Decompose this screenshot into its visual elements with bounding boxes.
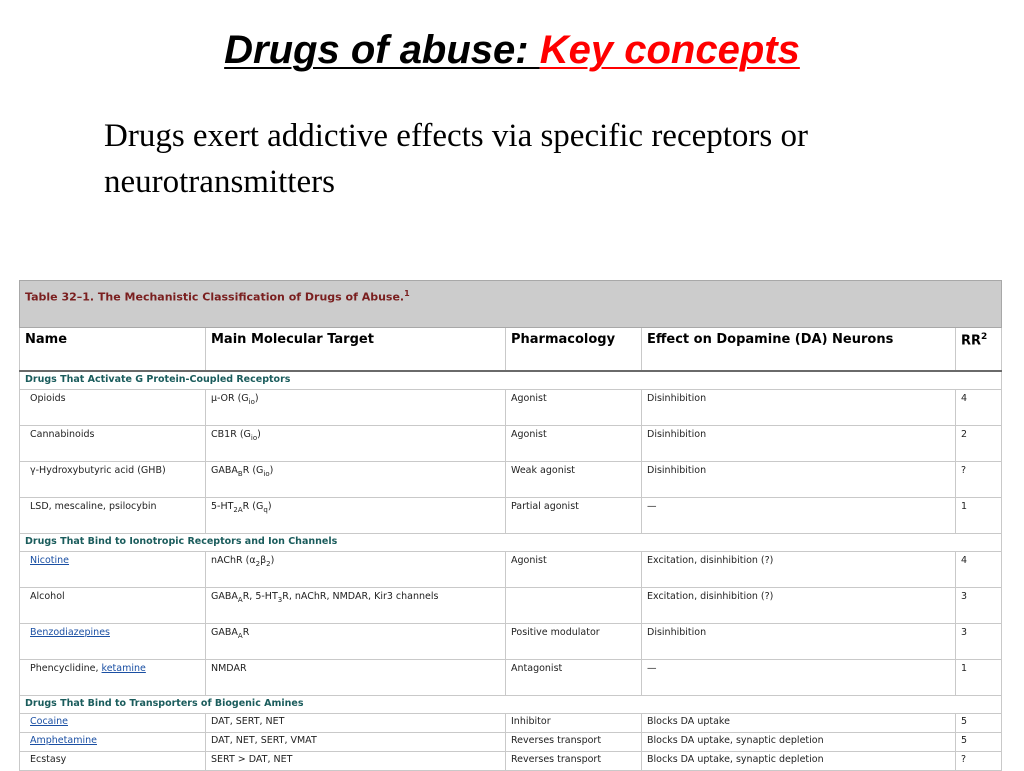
cell-name[interactable] (20, 714, 206, 733)
table-row (20, 462, 1002, 498)
cell-rr: 5 (956, 714, 1002, 733)
drug-link[interactable]: Benzodiazepines (30, 627, 110, 638)
group-title: Drugs That Bind to Ionotropic Receptors and Ion Channels (20, 534, 1002, 552)
cell-target: $GABA_AR$ (206, 624, 506, 660)
cell-effect: Disinhibition (642, 462, 956, 498)
cell-effect: — (642, 498, 956, 534)
cell-rr: 1 (956, 498, 1002, 534)
table-row (20, 498, 1002, 534)
title-part-1: Drugs of abuse: (224, 28, 540, 72)
table-row (20, 588, 1002, 624)
slide-title (0, 26, 1024, 74)
table-row (20, 660, 1002, 696)
drug-name: Ecstasy (30, 754, 67, 765)
cell-rr: ? (956, 462, 1002, 498)
group-title: Drugs That Bind to Transporters of Biogenic Amines (20, 696, 1002, 714)
cell-rr: 4 (956, 552, 1002, 588)
table-row (20, 714, 1002, 733)
cell-rr: 4 (956, 390, 1002, 426)
table-row (20, 390, 1002, 426)
drug-link[interactable]: Nicotine (30, 555, 70, 566)
drug-name: LSD, mescaline, psilocybin (30, 501, 157, 512)
cell-effect: Excitation, disinhibition (?) (642, 588, 956, 624)
title-part-2: Key concepts (539, 28, 800, 72)
cell-target: CB1R $(G_{io})$ (206, 426, 506, 462)
cell-effect: Blocks DA uptake, synaptic depletion (642, 752, 956, 771)
table-group-row (20, 696, 1002, 714)
cell-name (20, 588, 206, 624)
header-target: Main Molecular Target (206, 328, 506, 372)
cell-name[interactable] (20, 733, 206, 752)
cell-effect: Disinhibition (642, 390, 956, 426)
cell-rr: ? (956, 752, 1002, 771)
cell-target: NMDAR (206, 660, 506, 696)
cell-pharmacology: Positive modulator (506, 624, 642, 660)
table-group-row (20, 371, 1002, 390)
table-group-row (20, 534, 1002, 552)
cell-pharmacology: Agonist (506, 552, 642, 588)
cell-target: μ-OR $(G_{io})$ (206, 390, 506, 426)
header-pharmacology: Pharmacology (506, 328, 642, 372)
cell-rr: 3 (956, 624, 1002, 660)
cell-rr: 3 (956, 588, 1002, 624)
cell-effect: Blocks DA uptake (642, 714, 956, 733)
cell-rr: 2 (956, 426, 1002, 462)
cell-target: $GABA_AR$, $5-HT_3R$, nAChR, NMDAR, Kir3 channels (206, 588, 506, 624)
cell-target: $GABA_BR$ $(G_{io})$ (206, 462, 506, 498)
table-row (20, 552, 1002, 588)
cell-pharmacology: Partial agonist (506, 498, 642, 534)
cell-pharmacology (506, 588, 642, 624)
table-row (20, 733, 1002, 752)
caption-footnote[interactable]: 1 (404, 289, 410, 298)
drug-link[interactable]: Amphetamine (30, 735, 97, 746)
drug-name: Opioids (30, 393, 66, 404)
cell-name[interactable] (20, 624, 206, 660)
drug-name: Cannabinoids (30, 429, 95, 440)
cell-rr: 5 (956, 733, 1002, 752)
group-title: Drugs That Activate G Protein-Coupled Receptors (20, 371, 1002, 390)
cell-name[interactable] (20, 552, 206, 588)
cell-effect: Disinhibition (642, 426, 956, 462)
drug-name: Alcohol (30, 591, 65, 602)
cell-name (20, 390, 206, 426)
cell-name (20, 660, 206, 696)
table-header-row (20, 328, 1002, 372)
cell-pharmacology: Inhibitor (506, 714, 642, 733)
drug-link[interactable]: Cocaine (30, 716, 68, 727)
table-caption: Table 32–1. The Mechanistic Classification of Drugs of Abuse.$^1$ (20, 281, 1002, 328)
cell-pharmacology: Weak agonist (506, 462, 642, 498)
header-name: Name (20, 328, 206, 372)
drug-name: Phencyclidine, (30, 663, 102, 674)
rr-footnote[interactable]: 2 (981, 332, 988, 342)
cell-name (20, 498, 206, 534)
cell-target: DAT, SERT, NET (206, 714, 506, 733)
drug-link[interactable]: ketamine (101, 663, 146, 674)
cell-target: DAT, NET, SERT, VMAT (206, 733, 506, 752)
cell-pharmacology: Reverses transport (506, 733, 642, 752)
cell-effect: Blocks DA uptake, synaptic depletion (642, 733, 956, 752)
cell-pharmacology: Agonist (506, 390, 642, 426)
cell-name (20, 462, 206, 498)
cell-pharmacology: Agonist (506, 426, 642, 462)
header-rr: $RR^2$ (956, 328, 1002, 372)
drug-classification-table (19, 280, 1002, 771)
table-row (20, 624, 1002, 660)
cell-target: $5-HT_{2A}R$ $(G_q)$ (206, 498, 506, 534)
cell-effect: — (642, 660, 956, 696)
cell-target: SERT > DAT, NET (206, 752, 506, 771)
cell-target: nAChR $(\alpha_2\beta_2)$ (206, 552, 506, 588)
cell-effect: Disinhibition (642, 624, 956, 660)
drug-table-container (19, 280, 1001, 771)
cell-name (20, 426, 206, 462)
cell-pharmacology: Reverses transport (506, 752, 642, 771)
table-caption-row (20, 281, 1002, 328)
cell-rr: 1 (956, 660, 1002, 696)
slide-subtitle: Drugs exert addictive effects via specific receptors or neurotransmitters (104, 118, 808, 200)
table-row (20, 426, 1002, 462)
header-effect: Effect on Dopamine (DA) Neurons (642, 328, 956, 372)
cell-effect: Excitation, disinhibition (?) (642, 552, 956, 588)
drug-name: γ-Hydroxybutyric acid (GHB) (30, 465, 166, 476)
cell-pharmacology: Antagonist (506, 660, 642, 696)
